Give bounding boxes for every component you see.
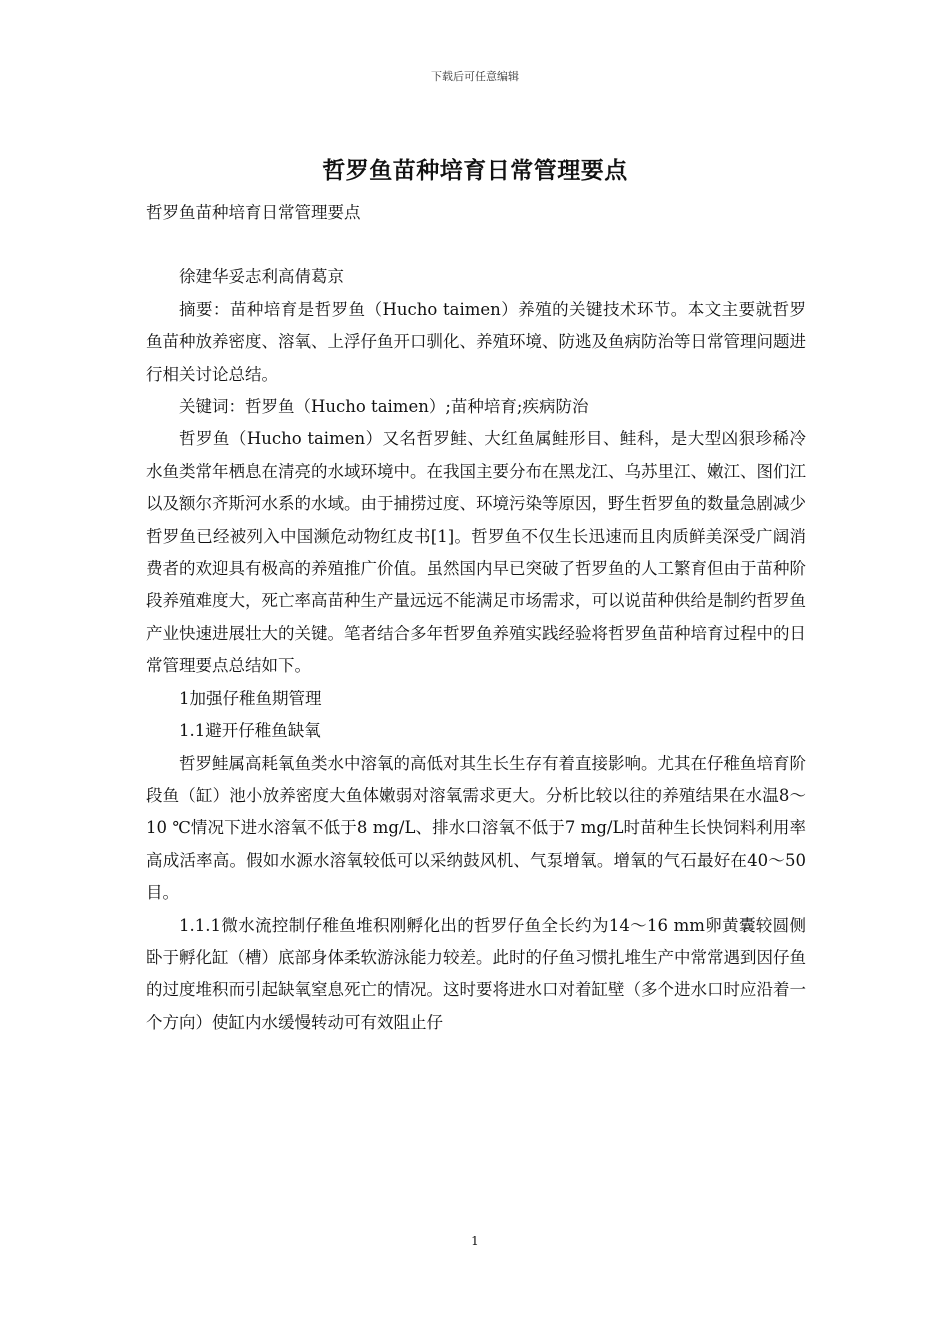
- abstract: 摘要：苗种培育是哲罗鱼（Hucho taimen）养殖的关键技术环节。本文主要就哲罗鱼苗种放养密度、溶氧、上浮仔鱼开口驯化、养殖环境、防逃及鱼病防治等日常管理问题进行相关讨论总结。: [146, 299, 806, 384]
- page-header: 下载后可任意编辑: [431, 70, 519, 83]
- section-heading-1-1: 1.1避开仔稚鱼缺氧: [179, 721, 321, 741]
- subtitle: 哲罗鱼苗种培育日常管理要点: [146, 203, 361, 222]
- page-number: 1: [471, 1234, 479, 1248]
- document-body: [146, 197, 806, 1039]
- keywords: 关键词：哲罗鱼（Hucho taimen）;苗种培育;疾病防治: [179, 397, 589, 417]
- document-title: 哲罗鱼苗种培育日常管理要点: [322, 157, 628, 184]
- paragraph-1-1-1: 1.1.1微水流控制仔稚鱼堆积刚孵化出的哲罗仔鱼全长约为14～16 mm卵黄囊较圆侧卧于孵化缸（槽）底部身体柔软游泳能力较差。此时的仔鱼习惯扎堆生产中常常遇到因仔鱼的过度堆积而引起缺氧窒息死亡的情况。这时要将进水口对着缸壁（多个进水口时应沿着一个方向）使缸内水缓慢转动可有效阻止仔: [146, 915, 806, 1032]
- blank-line: [146, 229, 806, 261]
- paragraph-1-1: 哲罗鲑属高耗氧鱼类水中溶氧的高低对其生长生存有着直接影响。尤其在仔稚鱼培育阶段鱼（缸）池小放养密度大鱼体嫩弱对溶氧需求更大。分析比较以往的养殖结果在水温8～10 ℃情况下进水溶氧不低于8 mg/L、排水口溶氧不低于7 mg/L时苗种生长快饲料利用率高成活率高。假如水源水溶氧较低可以采纳鼓风机、气泵增氧。增氧的气石最好在40～50目。: [146, 753, 806, 903]
- paragraph-intro: 哲罗鱼（Hucho taimen）又名哲罗鲑、大红鱼属鲑形目、鲑科，是大型凶狠珍稀冷水鱼类常年栖息在清亮的水域环境中。在我国主要分布在黑龙江、乌苏里江、嫩江、图们江以及额尔齐斯河水系的水域。由于捕捞过度、环境污染等原因，野生哲罗鱼的数量急剧减少哲罗鱼已经被列入中国濒危动物红皮书[1]。哲罗鱼不仅生长迅速而且肉质鲜美深受广阔消费者的欢迎具有极高的养殖推广价值。虽然国内早已突破了哲罗鱼的人工繁育但由于苗种阶段养殖难度大，死亡率高苗种生产量远远不能满足市场需求，可以说苗种供给是制约哲罗鱼产业快速进展壮大的关键。笔者结合多年哲罗鱼养殖实践经验将哲罗鱼苗种培育过程中的日常管理要点总结如下。: [146, 429, 806, 676]
- section-heading-1: 1加强仔稚鱼期管理: [179, 688, 322, 708]
- authors: 徐建华妥志利高倩葛京: [179, 267, 344, 287]
